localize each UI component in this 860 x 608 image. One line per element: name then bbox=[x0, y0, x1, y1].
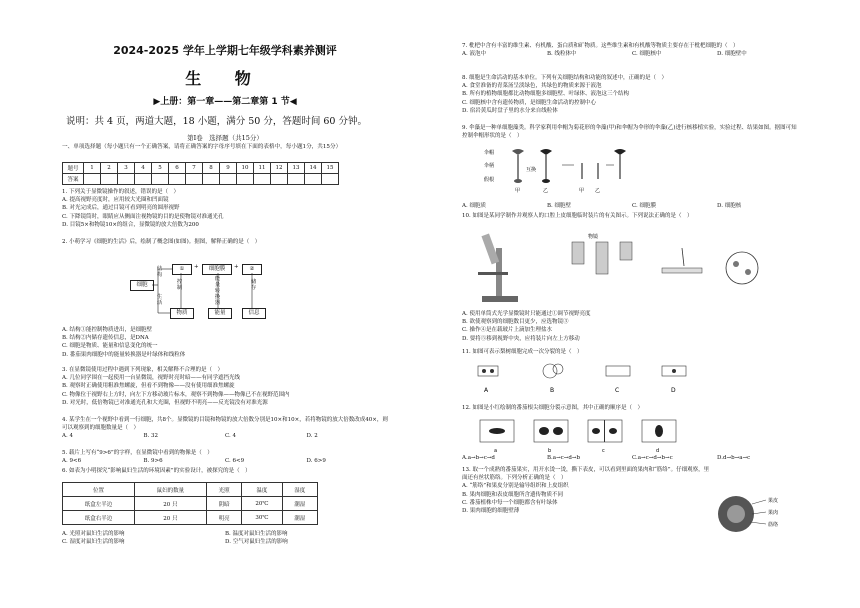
concept-converter: 能量转换器 bbox=[214, 276, 221, 306]
exam-scope: ▶上册：第一章——第二章第 1 节◀ bbox=[153, 97, 297, 107]
option[interactable]: B. 欲使观察到的细胞数目更少，应选物镜③ bbox=[462, 319, 569, 326]
question-5 bbox=[62, 449, 388, 465]
question-3 bbox=[62, 366, 388, 407]
qnum: 8 bbox=[203, 163, 220, 174]
option[interactable]: C. 4 bbox=[225, 433, 237, 440]
answer-table-head: 题号 bbox=[63, 163, 84, 174]
question-2-stem: 2. 小萌学习《细胞的生活》后，绘制了概念图(如图)。据图，解释正确的是（ ） bbox=[62, 239, 261, 245]
concept-structure: 结构 bbox=[156, 266, 163, 278]
question-9-stem: 9. 伞藻是一种单细胞藻类。科学家利用伞帽为菊花形的伞藻(甲)和伞帽为伞形的伞藻(乙)进行核移植实验，实验过程、结果如图。据图可知控制伞帽形状的是（ ） bbox=[462, 125, 797, 140]
exp-cell: 阴暗 bbox=[206, 497, 241, 511]
option[interactable]: C. 湿度对鼠妇生活的影响 bbox=[62, 539, 125, 546]
option[interactable]: A. 4 bbox=[62, 433, 73, 440]
concept-control: 控制 bbox=[176, 279, 183, 291]
label-d: d bbox=[656, 448, 660, 454]
qnum: 3 bbox=[118, 163, 135, 174]
option[interactable]: C. 下降镜筒时，眼睛应从侧面注视物镜的目的是使物镜对准通光孔 bbox=[62, 213, 224, 220]
option[interactable]: D. 细胞壁中 bbox=[717, 51, 747, 58]
label-swap: 互换 bbox=[526, 167, 537, 173]
qnum: 5 bbox=[152, 163, 169, 174]
option[interactable]: B. 32 bbox=[143, 433, 159, 440]
option[interactable]: A. 液泡中 bbox=[462, 51, 486, 58]
qnum: 14 bbox=[305, 163, 322, 174]
option-C: C bbox=[615, 387, 620, 394]
label-cap: 伞帽 bbox=[484, 150, 495, 156]
label-a: a bbox=[494, 448, 498, 454]
option[interactable]: C. 细胞核中 bbox=[632, 51, 662, 58]
root-tip-division-figure bbox=[472, 416, 772, 454]
question-12-stem: 12. 如图是小红绘制的番茄根尖细胞分裂示意图，其中正确的顺序是（ ） bbox=[462, 405, 643, 411]
subject-title: 生 物 bbox=[185, 69, 265, 88]
exp-cell: 30℃ bbox=[242, 511, 282, 525]
option-A: A bbox=[484, 387, 489, 394]
option[interactable]: D. 对光时，低倍物镜已对准通光孔和大光圈，但视野不明亮——反光镜没有对准光源 bbox=[62, 399, 268, 406]
option[interactable]: D. 6>9 bbox=[306, 458, 326, 465]
experiment-table bbox=[62, 482, 318, 525]
section-instructions: 一、单项选择题（每小题只有一个正确答案，请将正确答案的字母序号填在下面的表格中，每小题1分，共15分） bbox=[62, 144, 342, 150]
answer-cell[interactable] bbox=[84, 174, 101, 185]
answer-cell[interactable] bbox=[169, 174, 186, 185]
exp-cell: 明亮 bbox=[206, 511, 241, 525]
option[interactable]: D. 要将⑤移到视野中央，应将装片向左上方移动 bbox=[462, 335, 580, 342]
qnum: 2 bbox=[101, 163, 118, 174]
question-10-stem: 10. 如图是某同学制作并观察人的口腔上皮细胞临时装片的有关图示。下列说法正确的是（ ） bbox=[462, 213, 693, 219]
exp-cell: 纸盒左半边 bbox=[63, 497, 135, 511]
option[interactable]: B. 果肉细胞和表皮细胞所含遗传物质不同 bbox=[462, 491, 564, 498]
exp-cell: 潮湿 bbox=[282, 511, 317, 525]
label-jia-2: 甲 bbox=[579, 188, 585, 194]
microscope-base bbox=[482, 296, 518, 302]
answer-cell[interactable] bbox=[220, 174, 237, 185]
exam-title: 2024-2025 学年上学期七年级学科素养测评 bbox=[113, 44, 337, 57]
option[interactable]: A.a→b→c→d bbox=[462, 455, 495, 461]
exp-header: 光照 bbox=[206, 483, 241, 497]
left-column bbox=[62, 0, 388, 608]
answer-cell[interactable] bbox=[186, 174, 203, 185]
option[interactable]: B.a→c→d→b bbox=[547, 455, 581, 461]
qnum: 12 bbox=[271, 163, 288, 174]
question-10-options bbox=[462, 310, 802, 343]
answer-table-row-label: 答案 bbox=[63, 174, 84, 185]
question-7 bbox=[462, 42, 802, 58]
section-title: 第Ⅰ卷 选择题（共15分） bbox=[187, 134, 263, 142]
concept-energy: 能量 bbox=[208, 308, 232, 319]
label-jia: 甲 bbox=[515, 188, 521, 194]
concept-one: ① bbox=[172, 264, 192, 275]
answer-cell[interactable] bbox=[322, 174, 339, 185]
answer-cell[interactable] bbox=[305, 174, 322, 185]
option[interactable]: A. 细胞质 bbox=[462, 203, 486, 209]
concept-two: ② bbox=[242, 264, 262, 275]
qnum: 1 bbox=[84, 163, 101, 174]
label-fiber: 筋络 bbox=[768, 522, 779, 528]
question-stem: 5. 载片上写有“9>6”的字样，在显微镜中看到的物像是（ ） bbox=[62, 450, 213, 456]
option[interactable]: D. 目镜5×和物镜10×的组合，显微镜的放大倍数为200 bbox=[62, 221, 199, 228]
question-stem: 1. 下列关于显微镜操作的叙述，错误的是（ ） bbox=[62, 189, 179, 195]
exp-header: 鼠妇的数量 bbox=[134, 483, 206, 497]
concept-life: 生活 bbox=[156, 294, 163, 306]
option[interactable]: B. 线粒体中 bbox=[547, 51, 577, 58]
option[interactable]: D. 空气对鼠妇生活的影响 bbox=[225, 539, 288, 546]
option[interactable]: D. 果肉细胞的细胞壁薄 bbox=[462, 508, 520, 515]
option[interactable]: A. “筋络”和果皮分别是输导组织和上皮组织 bbox=[462, 483, 569, 490]
label-peel: 果皮 bbox=[768, 498, 779, 504]
answer-cell[interactable] bbox=[271, 174, 288, 185]
question-8 bbox=[462, 74, 802, 115]
option-B: B bbox=[550, 387, 555, 394]
concept-map bbox=[130, 262, 340, 320]
concept-store: 储存 bbox=[250, 279, 257, 291]
exp-cell: 20 只 bbox=[134, 497, 206, 511]
label-b: b bbox=[548, 448, 552, 454]
option[interactable]: D. 宿岩黄瓜时盘子里的水分来自线粒体 bbox=[462, 107, 558, 114]
answer-cell[interactable] bbox=[237, 174, 254, 185]
qnum: 4 bbox=[135, 163, 152, 174]
answer-cell[interactable] bbox=[118, 174, 135, 185]
qnum: 11 bbox=[254, 163, 271, 174]
question-stem: 3. 在显微镜使用过程中遇到下列现象，相关解释不合理的是（ ） bbox=[62, 367, 223, 373]
answer-cell[interactable] bbox=[152, 174, 169, 185]
question-13 bbox=[462, 466, 712, 515]
option[interactable]: A. 9<6 bbox=[62, 458, 82, 465]
option[interactable]: A. 结构①能控制物质进出，是细胞壁 bbox=[62, 327, 152, 333]
question-11-stem: 11. 如图可表示梨树细胞完成一次分裂的是（ ） bbox=[462, 349, 583, 355]
option[interactable]: B. 观察时正确使用粗准焦螺旋，但看不到物像——没有使用细准焦螺旋 bbox=[62, 383, 235, 390]
label-objective: 物镜 bbox=[588, 234, 599, 240]
microscope-figure bbox=[472, 228, 792, 308]
exp-header: 温度 bbox=[242, 483, 282, 497]
option[interactable]: A. 提高视野亮度时，应用较大光圈和凹面镜 bbox=[62, 197, 169, 204]
answer-cell[interactable] bbox=[254, 174, 271, 185]
qnum: 7 bbox=[186, 163, 203, 174]
question-stem: 7. 枇杷中含有丰富的维生素、有机酸、蛋白质和矿物质。这些维生素和有机酸等物质主要存在于枇杷细胞的（ ） bbox=[462, 43, 739, 49]
option[interactable]: C. 细胞是物质、能量和信息变化的统一 bbox=[62, 343, 158, 350]
question-2-options bbox=[62, 326, 388, 359]
exam-notes: 说明：共 4 页，两道大题，18 小题，满分 50 分，答题时间 60 分钟。 bbox=[66, 116, 367, 127]
option[interactable]: C. 番茄植株中每一个细胞都含有叶绿体 bbox=[462, 499, 558, 506]
concept-material: 物质 bbox=[170, 308, 194, 319]
question-4 bbox=[62, 416, 388, 441]
question-12-options bbox=[462, 454, 802, 462]
option-D: D bbox=[671, 387, 676, 394]
option[interactable]: B. 结构②内储存遗传信息，是DNA bbox=[62, 335, 149, 342]
option[interactable]: B. 温度对鼠妇生活的影响 bbox=[225, 531, 288, 537]
concept-membrane: 细胞膜 bbox=[202, 264, 232, 275]
concept-plus: + bbox=[194, 264, 199, 270]
exp-cell: 纸盒右半边 bbox=[63, 511, 135, 525]
label-flesh: 果肉 bbox=[768, 510, 779, 516]
label-yi: 乙 bbox=[543, 188, 549, 194]
label-rhizoid: 假根 bbox=[484, 177, 495, 183]
answer-cell[interactable] bbox=[101, 174, 118, 185]
cap-shape bbox=[512, 149, 524, 155]
question-6-options bbox=[62, 530, 388, 546]
option[interactable]: D. 细胞核 bbox=[717, 203, 742, 209]
option[interactable]: B. 对光完成后，通过目镜可看到明亮的圆形视野 bbox=[62, 205, 180, 212]
option[interactable]: A. 使用单筒式光学显微镜时只能通过①调节视野亮度 bbox=[462, 311, 591, 317]
answer-cell[interactable] bbox=[135, 174, 152, 185]
exp-cell: 20℃ bbox=[242, 497, 282, 511]
concept-lines bbox=[130, 262, 340, 320]
option[interactable]: B. 9>6 bbox=[143, 458, 163, 465]
concept-info: 信息 bbox=[242, 308, 266, 319]
right-column bbox=[462, 0, 802, 608]
concept-plus-2: + bbox=[234, 264, 239, 270]
tomato-figure bbox=[714, 490, 794, 540]
cell-division-options-figure bbox=[472, 360, 772, 398]
question-stem: 4. 某学生在一个视野中看到一行细胞，共8个。显微镜的目镜和物镜的放大倍数分别是10×和10×，若将物镜的放大倍数改成40×，则可以观察到的细胞数量是（ ） bbox=[62, 417, 388, 432]
qnum: 15 bbox=[322, 163, 339, 174]
label-c: c bbox=[602, 448, 605, 454]
question-1 bbox=[62, 188, 388, 229]
option[interactable]: A. 光照对鼠妇生活的影响 bbox=[62, 531, 125, 537]
exp-cell: 潮湿 bbox=[282, 497, 317, 511]
option[interactable]: C.a→c→d→b→c bbox=[632, 455, 673, 461]
umbrella-algae-figure bbox=[482, 145, 632, 200]
option[interactable]: A. 几位同学围在一起使用一台显微镜，视野时亮时暗——有同学遮挡光线 bbox=[62, 375, 240, 382]
concept-cell: 细胞 bbox=[130, 280, 154, 291]
option[interactable]: D. 番茄果肉细胞中的能量转换器是叶绿体和线粒体 bbox=[62, 351, 186, 358]
qnum: 6 bbox=[169, 163, 186, 174]
option[interactable]: D. 2 bbox=[306, 433, 318, 440]
option[interactable]: C. 细胞核中含有遗传物质，是细胞生命活动的控制中心 bbox=[462, 99, 597, 106]
option[interactable]: C. 操作④是在载玻片上滴加生理盐水 bbox=[462, 327, 553, 334]
label-yi-2: 乙 bbox=[595, 188, 601, 194]
exp-header: 湿度 bbox=[282, 483, 317, 497]
exp-cell: 20 只 bbox=[134, 511, 206, 525]
option[interactable]: D.d→b→a→c bbox=[717, 455, 751, 461]
answer-table bbox=[62, 162, 339, 185]
question-9-options bbox=[462, 202, 802, 210]
option[interactable]: C. 6<9 bbox=[225, 458, 245, 465]
label-stalk: 伞柄 bbox=[484, 163, 495, 169]
answer-cell[interactable] bbox=[288, 174, 305, 185]
option[interactable]: C. 细胞膜 bbox=[632, 203, 657, 209]
qnum: 13 bbox=[288, 163, 305, 174]
question-stem: 8. 细胞是生命活动的基本单位。下列有关细胞结构和功能的叙述中，正确的是（ ） bbox=[462, 75, 667, 81]
question-stem: 13. 取一个成熟的番茄果实，用开水烫一烫，撕下表皮，可以看到里面的果肉和“筋络”。仔细观察，里面还有丝状筋络。下列分析正确的是（ ） bbox=[462, 467, 710, 482]
option[interactable]: C. 物像位于视野右上方时，向左下方移动玻片标本，观察不到物像——物像已不在视野范围内 bbox=[62, 391, 290, 398]
qnum: 9 bbox=[220, 163, 237, 174]
option[interactable]: B. 细胞壁 bbox=[547, 203, 572, 209]
question-6-stem: 6. 如表为小明探究“影响鼠妇生活的环境因素”的实验设计，被探究的是（ ） bbox=[62, 468, 251, 474]
option[interactable]: A. 食堂准备的青菜汤呈淡绿色，其绿色的物质来源于液泡 bbox=[462, 83, 602, 90]
qnum: 10 bbox=[237, 163, 254, 174]
option[interactable]: B. 所有的植物细胞都比动物细胞多细胞壁、叶绿体、液泡这三个结构 bbox=[462, 91, 630, 98]
exp-header: 位置 bbox=[63, 483, 135, 497]
answer-cell[interactable] bbox=[203, 174, 220, 185]
